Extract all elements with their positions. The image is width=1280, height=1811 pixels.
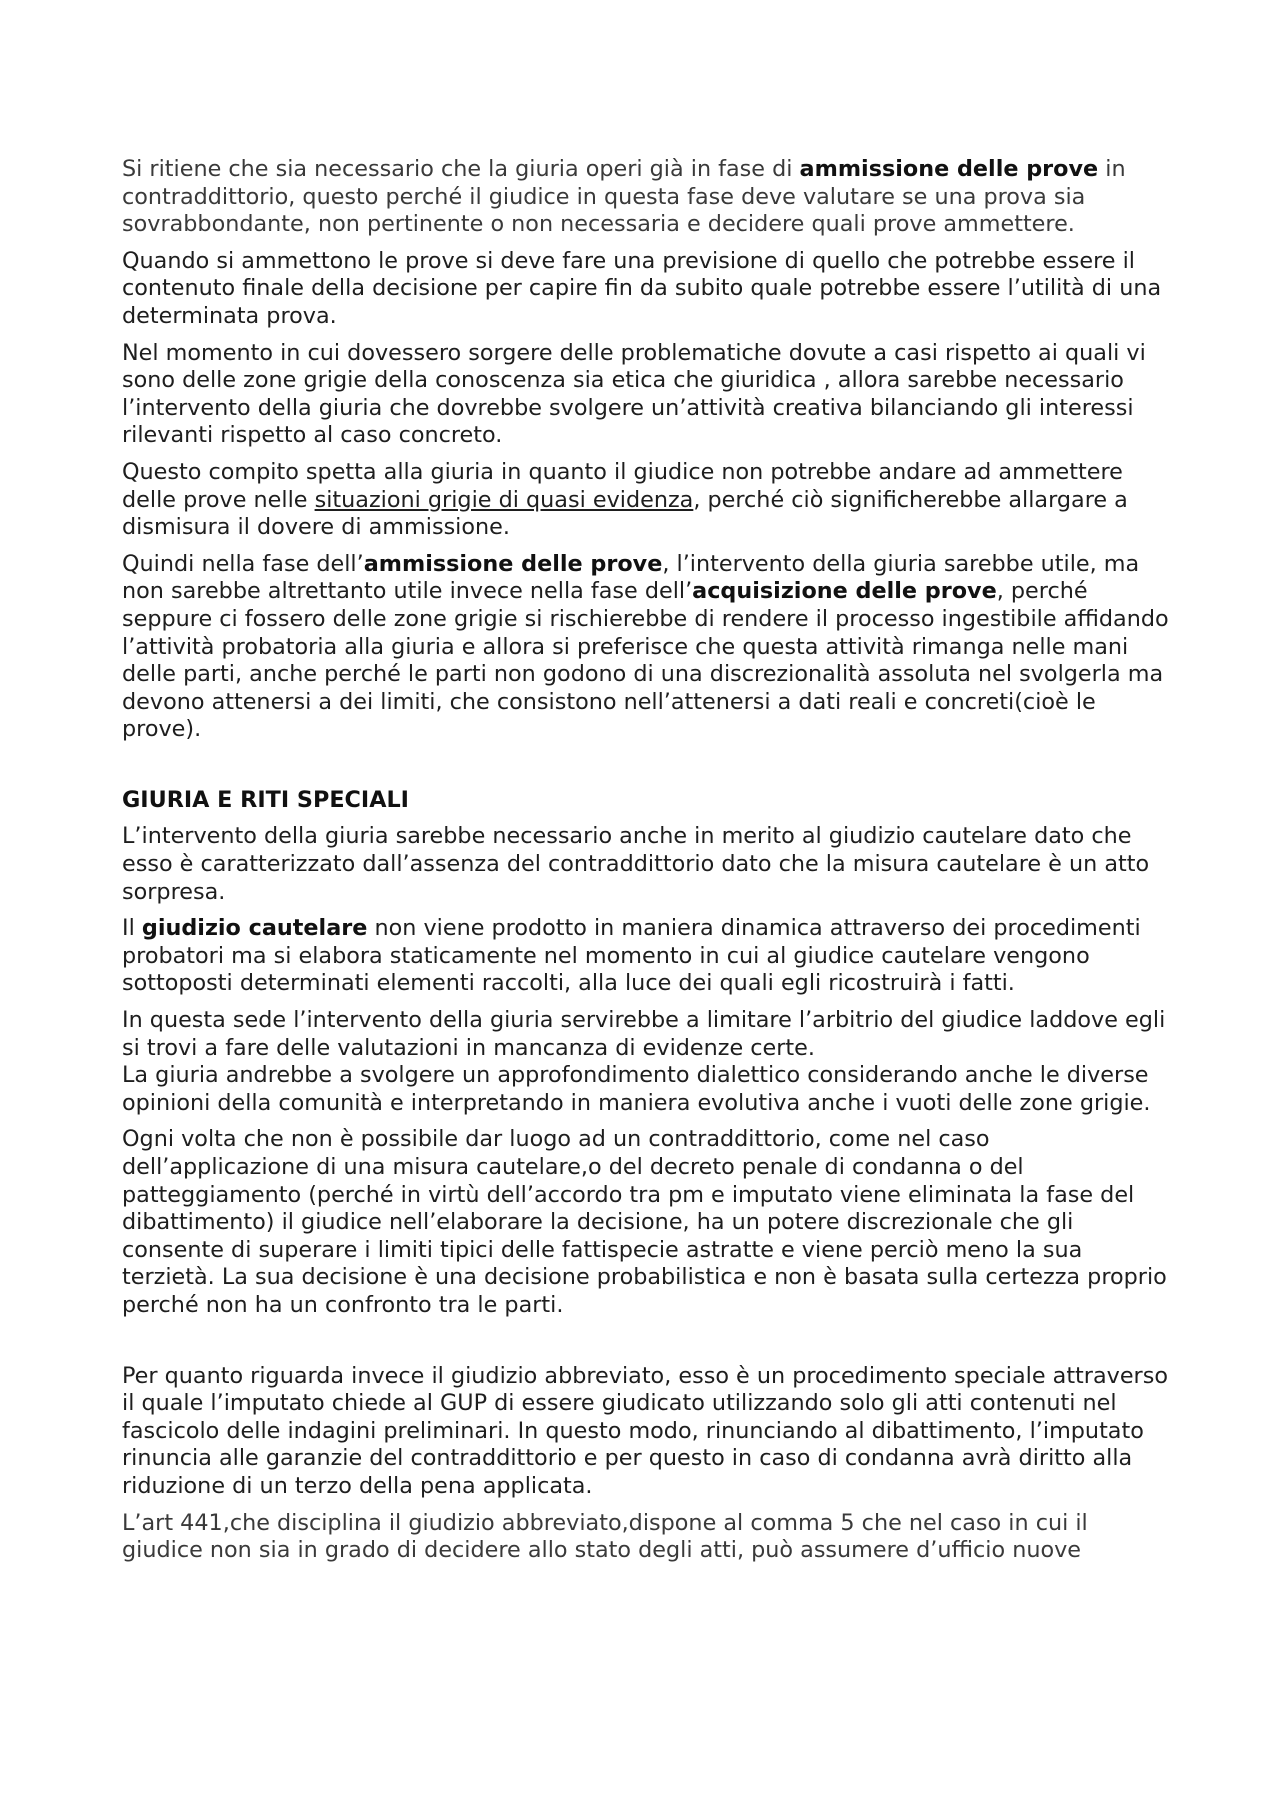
bold-term-ammissione: ammissione delle prove [799,156,1099,182]
bold-term-ammissione: ammissione delle prove [363,550,663,577]
blank-line [122,753,1172,787]
paragraph-giudizio-cautelare [122,915,1172,998]
paragraph-contraddittorio: Ogni volta che non è possibile dar luogo ad un contraddittorio, come nel caso dell’applicazione di una misura cautelare,o del decreto penale di condanna o del patteggiamento (perché in virtù dell’accordo tra pm e imputato viene eliminata la fase del dibattimento) il giudice nell’elaborare la decisione, ha un potere discrezionale che gli consente di superare i limiti tipici delle fattispecie astratte e viene perciò meno la sua terzietà. La sua decisione è una decisione probabilistica e non è basata sulla certezza proprio perché non ha un confronto tra le parti. [122,1126,1167,1318]
text-line: In questa sede l’intervento della giuria servirebbe a limitare l’arbitrio del giudice laddove egli si trovi a fare delle valutazioni in mancanza di evidenze certe. [122,1007,1166,1061]
paragraph-giudizio-cautelare-intro: L’intervento della giuria sarebbe necessario anche in merito al giudizio cautelare dato che esso è caratterizzato dall’assenza del contraddittorio dato che la misura cautelare è un atto sorpresa. [122,823,1150,905]
text-span: Si ritiene che sia necessario che la giuria operi già in fase di [122,156,800,182]
bold-term-giudizio-cautelare: giudizio cautelare [141,915,368,942]
paragraph-zone-grigie: Nel momento in cui dovessero sorgere delle problematiche dovute a casi rispetto ai quali vi sono delle zone grigie della conoscenza sia etica che giuridica , allora sarebbe necessario l’intervento della giuria che dovrebbe svolgere un’attività creativa bilanciando gli interessi rilevanti rispetto al caso concreto. [122,339,1146,449]
bold-term-acquisizione: acquisizione delle prove [692,578,997,605]
paragraph-ammissione-intro [122,156,1172,239]
underlined-phrase: situazioni grigie di quasi evidenza [314,486,694,513]
text-line: La giuria andrebbe a svolgere un approfondimento dialettico considerando anche le diverse opinioni della comunità e interpretando in maniera evolutiva anche i vuoti delle zone grigie. [122,1062,1151,1116]
paragraph-giudizio-abbreviato: Per quanto riguarda invece il giudizio abbreviato, esso è un procedimento speciale attraverso il quale l’imputato chiede al GUP di essere giudicato utilizzando solo gli atti contenuti nel fascicolo delle indagini preliminari. In questo modo, rinunciando al dibattimento, l’imputato rinuncia alle garanzie del contraddittorio e per questo in caso di condanna avrà diritto alla riduzione di un terzo della pena applicata. [122,1362,1168,1499]
paragraph-fase-ammissione [122,551,1172,744]
text-span: , perché ciò significherebbe allargare a dismisura il dovere di ammissione. [122,486,1128,541]
paragraph-previsione: Quando si ammettono le prove si deve fare una previsione di quello che potrebbe essere il contenuto finale della decisione per capire fin da subito quale potrebbe essere l’utilità di una determinata prova. [122,247,1162,329]
text-span: , perché seppure ci fossero delle zone grigie si rischierebbe di rendere il processo ingestibile affidando l’attività probatoria alla giuria e allora si preferisce che questa attività rimanga nelle mani delle parti, anche perché le parti non godono di una discrezionalità assoluta nel svolgerla ma devono attenersi a dei limiti, che consistono nell’attenersi a dati reali e concreti(cioè le prove). [122,578,1169,743]
text-span: non viene prodotto in maniera dinamica attraverso dei procedimenti probatori ma si elabora staticamente nel momento in cui al giudice cautelare vengono sottoposti determinati elementi raccolti, alla luce dei quali egli ricostruirà i fatti. [122,915,1141,997]
text-span: Quindi nella fase dell’ [122,550,364,577]
blank-line [122,1329,1172,1363]
paragraph-arbitrio-giudice [122,1007,1172,1117]
section-heading: GIURIA E RITI SPECIALI [122,786,409,813]
text-span: in contraddittorio, questo perché il giudice in questa fase deve valutare se una prova sia sovrabbondante, non pertinente o non necessaria e decidere quali prove ammettere. [122,156,1126,238]
document-body [122,156,1172,1574]
text-span: , l’intervento della giuria sarebbe utile, ma non sarebbe altrettanto utile invece nella fase dell’ [122,550,1140,605]
paragraph-compito-giuria [122,459,1172,542]
paragraph-art-441: L’art 441,che disciplina il giudizio abbreviato,dispone al comma 5 che nel caso in cui il giudice non sia in grado di decidere allo stato degli atti, può assumere d’ufficio nuove [122,1509,1088,1564]
text-span: Questo compito spetta alla giuria in quanto il giudice non potrebbe andare ad ammettere delle prove nelle [122,458,1123,513]
text-span: Il [122,915,142,942]
